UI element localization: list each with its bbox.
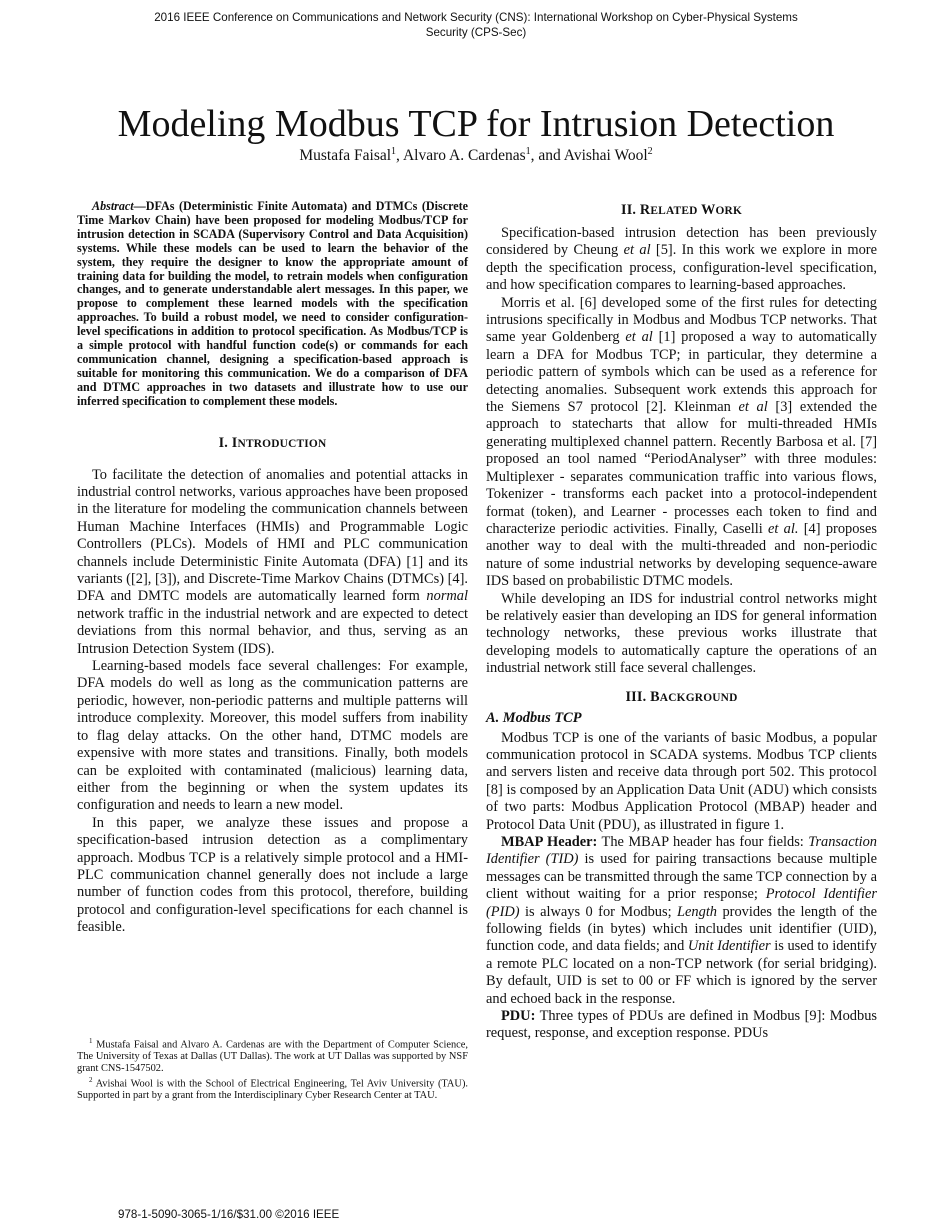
text-run: [3] extended the approach to statecharts that allow for multi-threaded HMIs generating multiplexed channel pattern. Recently Barbosa et al. [7] proposed an tool named “PeriodAnalyser” with three modules: Multiplexer - separates communication traffic into various flows, Tokenizer - transforms each packet into a protocol-independent format (token), and Learner - processes each token to find and characterize periodic activities. Finally, Caselli — [486, 399, 877, 537]
related-paragraph-3: While developing an IDS for industrial control networks might be relatively easier than developing an IDS for general information technology networks, these previous works illustrate that developing models to automatically capture the operations of an industrial network still face several challenges. — [486, 590, 877, 677]
intro-paragraph-1 — [77, 467, 468, 658]
emphasis: et al — [625, 329, 653, 346]
related-paragraph-2 — [486, 295, 877, 591]
abstract-dash: — — [133, 199, 146, 213]
section-heading-rest: ACKGROUND — [659, 691, 738, 704]
section-heading-initial: W — [701, 202, 716, 218]
author-name: Avishai Wool — [563, 147, 648, 165]
section-heading-rest: ORK — [715, 205, 743, 217]
text-run: [4] proposes another way to deal with the multi-threaded and non-periodic nature of some industrial networks by developing sequence-aware IDS based on probabilistic DTMC models. — [486, 520, 877, 590]
emphasis: et al. — [768, 520, 799, 537]
text-run: provides the length of the following fields (in bytes) which includes unit identifier (UID), function code, and data fields; and — [486, 903, 877, 955]
section-heading-rest: ELATED — [650, 205, 698, 217]
footnote-mark: 1 — [89, 1037, 93, 1045]
text-run: is used for pairing transactions because multiple messages can be transmitted through the same TCP connection by a client without waiting for a prior response; — [486, 851, 877, 903]
text-run: [5]. In this work we explore in more depth the specification process, configuration-level specification, and how specification compares to learning-based approaches. — [486, 242, 877, 294]
emphasis: Protocol Identifier (PID) — [486, 886, 877, 920]
text-run: Morris et al. [6] developed some of the first rules for detecting intrusions specifically in Modbus and Modbus TCP networks. That same year Goldenberg — [486, 294, 877, 346]
conference-header-line2: Security (CPS-Sec) — [425, 26, 527, 39]
footnote-text: Mustafa Faisal and Alvaro A. Cardenas are with the Department of Computer Science, The University of Texas at Dallas (UT Dallas). The work at UT Dallas was supported by NSF grant CNS-1547502. — [77, 1039, 468, 1075]
author-affiliation-mark: 1 — [391, 146, 397, 157]
abstract-text — [77, 200, 468, 409]
intro-paragraph-3: In this paper, we analyze these issues and propose a specification-based intrusion detection as a complimentary approach. Modbus TCP is a relatively simple protocol and a HMI-PLC communication channel generally does not include a large number of function codes from this protocol, therefore, building protocol and configuration-level specifications for each channel is feasible. — [77, 814, 468, 936]
text-run: is used to identify a remote PLC located on a non-TCP network (for serial bridging). By default, UID is set to 00 or FF which is ignored by the server and echoed back in the response. — [486, 938, 877, 1007]
background-paragraph-1: Modbus TCP is one of the variants of basic Modbus, a popular communication protocol in SCADA systems. Modbus TCP clients and servers listen and receive data through port 502. This protocol [8] is composed by an Application Data Unit (ADU) which consists of two parts: Modbus Application Protocol (MBAP) header and Protocol Data Unit (PDU), as illustrated in figure 1. — [486, 729, 877, 833]
author-separator: , and — [530, 147, 564, 165]
background-paragraph-pdu — [486, 1008, 877, 1043]
text-run: The MBAP header has four fields: — [597, 834, 809, 850]
right-column — [486, 200, 877, 1043]
subsection-heading-modbus-tcp: A. Modbus TCP — [486, 709, 582, 726]
background-paragraph-mbap — [486, 834, 877, 1008]
section-heading-background — [486, 688, 877, 707]
footnote-2 — [77, 1075, 468, 1102]
conference-header — [60, 10, 892, 40]
section-number: I. — [218, 434, 232, 451]
conference-header-line1: 2016 IEEE Conference on Communications and Network Security (CNS): International Workshop on Cyber-Physical Systems — [154, 11, 798, 24]
footnotes — [77, 1036, 468, 1102]
text-run: To facilitate the detection of anomalies and potential attacks in industrial control networks, various approaches have been proposed in the literature for modeling the communication channels between Human Machine Interfaces (HMIs) and Programmable Logic Controllers (PLCs). Models of HMI and PLC communication channels include Deterministic Finite Automata (DFA) [1] and its variants ([2], [3]), and Discrete-Time Markov Chains (DTMCs) [4]. DFA and DMTC models are automatically learned form — [77, 466, 468, 605]
section-heading-rest: NTRODUCTION — [237, 437, 327, 450]
author-affiliation-mark: 2 — [647, 146, 653, 157]
paragraph-label: PDU: — [501, 1008, 536, 1025]
section-heading-introduction — [77, 434, 468, 453]
emphasis: et al — [738, 399, 768, 416]
emphasis: normal — [426, 588, 468, 605]
paper-title: Modeling Modbus TCP for Intrusion Detection — [117, 103, 835, 146]
abstract-body: DFAs (Deterministic Finite Automata) and DTMCs (Discrete Time Markov Chain) have been proposed for modeling Modbus/TCP for intrusion detection in SCADA (Supervisory Control and Data Acquisition) systems. While these models can be used to learn the behavior of the system, they require the designer to know the appropriate amount of training data for building the model, to retrain models when configuration changes, and to generate understandable alert messages. In this paper, we propose to complement these learned models with the specification approaches. To build a robust model, we need to consider configuration-level specifications in addition to protocol specification. As Modbus/TCP is a simple protocol with handful function code(s) or commands for each communication channel, designing a specification-based approach is suitable for monitoring this communication. We do a comparison of DFA and DTMC approaches in two datasets and illustrate how to use our inferred specification to complement these models. — [77, 199, 468, 408]
related-paragraph-1 — [486, 225, 877, 295]
section-heading-initial: B — [650, 688, 660, 705]
emphasis: Length — [677, 903, 718, 920]
emphasis: et al — [623, 242, 651, 259]
abstract — [77, 200, 468, 409]
emphasis: Unit Identifier — [687, 938, 771, 955]
text-run: Three types of PDUs are defined in Modbus [9]: Modbus request, response, and exception response. PDUs — [486, 1008, 877, 1042]
footnote-mark: 2 — [89, 1075, 93, 1084]
section-number: II. — [620, 202, 640, 218]
text-run: network traffic in the industrial network and are expected to detect deviations from this normal behavior, and thus, serving as an Intrusion Detection System (IDS). — [77, 605, 468, 657]
intro-paragraph-2: Learning-based models face several challenges: For example, DFA models do well as long as the communication patterns are periodic, however, non-periodic patterns and multiple patterns will introduce complexity. Moreover, this model suffers from inability to flag delay attacks. On the other hand, DTMC models are expensive with more states and transitions. Finally, both models can be exploited with contaminated (malicious) learning data, either from the beginning or when the system updates its configuration and needs to learn a new model. — [77, 658, 468, 814]
author-separator: , — [396, 147, 403, 165]
author-affiliation-mark: 1 — [525, 146, 531, 157]
emphasis: Transaction Identifier (TID) — [486, 834, 878, 868]
author-list — [0, 142, 952, 166]
footnote-1 — [77, 1036, 468, 1075]
left-column — [77, 200, 468, 937]
text-run: [1] proposed a way to automatically learn a DFA for Modbus TCP; in particular, they determine a periodic pattern of symbols which can be used as a reference for detecting anomalies. Subsequent work extends this approach for the Siemens S7 protocol [2]. Kleinman — [486, 329, 877, 416]
author-name: Mustafa Faisal — [299, 147, 392, 165]
section-heading-related-work — [486, 201, 877, 220]
section-heading-initial: R — [639, 202, 651, 218]
footnote-text: Avishai Wool is with the School of Electrical Engineering, Tel Aviv University (TAU). Supported in part by a grant from the Interdisciplinary Cyber Research Center at TAU. — [77, 1078, 468, 1102]
paragraph-label: MBAP Header: — [501, 834, 598, 850]
abstract-label: Abstract — [92, 199, 134, 213]
text-run: Specification-based intrusion detection has been previously considered by Cheung — [486, 225, 877, 259]
section-number: III. — [625, 688, 651, 705]
section-heading-initial: I — [231, 434, 238, 451]
author-name: Alvaro A. Cardenas — [402, 147, 526, 165]
footer-copyright-identifier: 978-1-5090-3065-1/16/$31.00 ©2016 IEEE — [118, 1208, 340, 1221]
text-run: is always 0 for Modbus; — [519, 903, 678, 920]
